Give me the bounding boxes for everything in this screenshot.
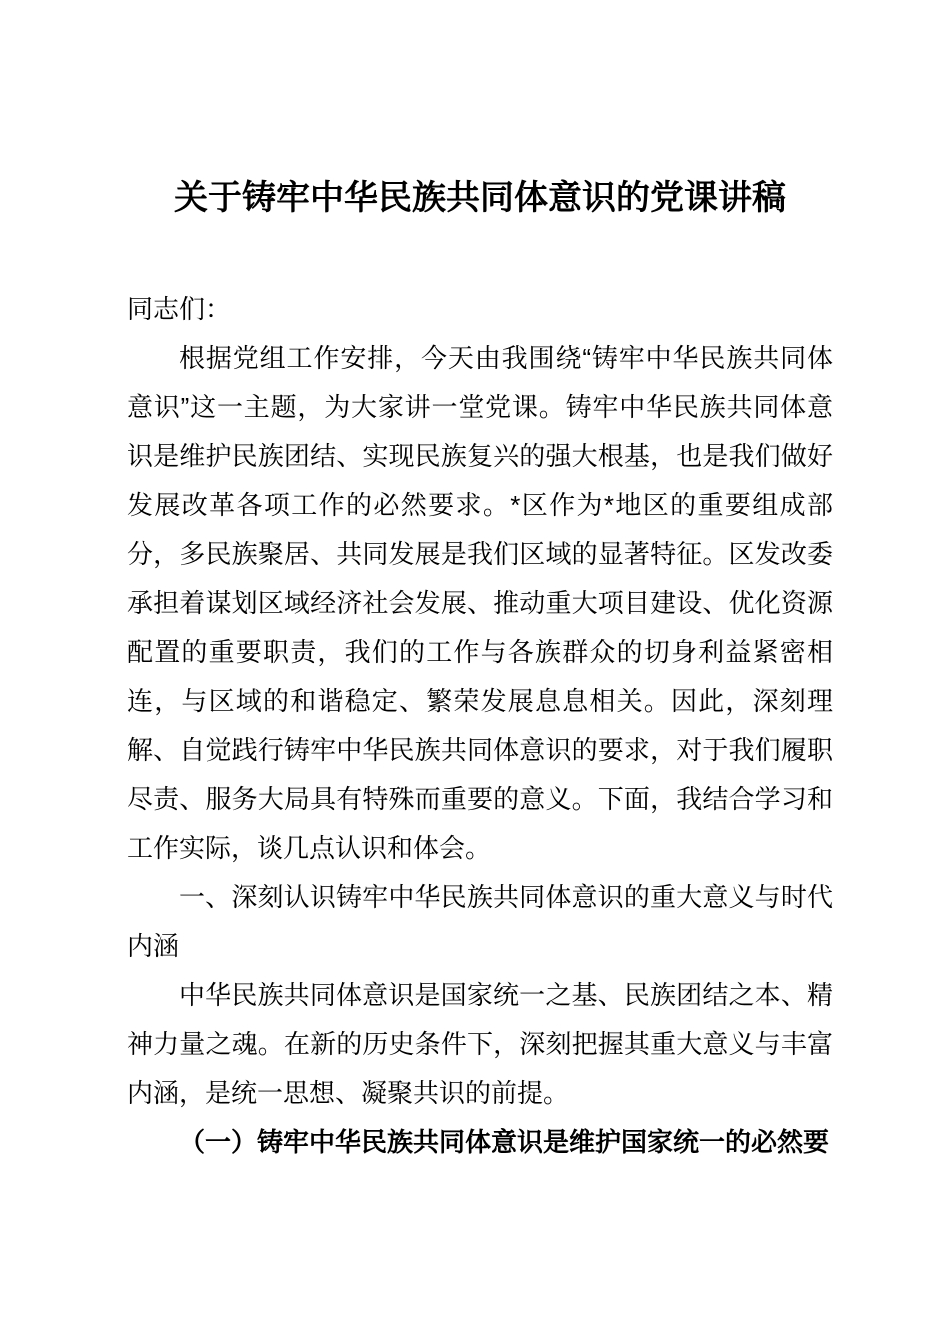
document-title: 关于铸牢中华民族共同体意识的党课讲稿 (174, 179, 786, 217)
intro-paragraph: 根据党组工作安排，今天由我围绕“铸牢中华民族共同体意识”这一主题，为大家讲一堂党课。铸牢中华民族共同体意识是维护民族团结、实现民族复兴的强大根基，也是我们做好发展改革各项工作的必然要求。*区作为*地区的重要组成部分，多民族聚居、共同发展是我们区域的显著特征。区发改委承担着谋划区域经济社会发展、推动重大项目建设、优化资源配置的重要职责，我们的工作与各族群众的切身利益紧密相连，与区域的和谐稳定、繁荣发展息息相关。因此，深刻理解、自觉践行铸牢中华民族共同体意识的要求，对于我们履职尽责、服务大局具有特殊而重要的意义。下面，我结合学习和工作实际，谈几点认识和体会。 (127, 343, 833, 863)
salutation: 同志们： (127, 294, 232, 324)
section-1-heading: 一、深刻认识铸牢中华民族共同体意识的重大意义与时代内涵 (127, 882, 833, 961)
section-1-lead-paragraph: 中华民族共同体意识是国家统一之基、民族团结之本、精神力量之魂。在新的历史条件下，深刻把握其重大意义与丰富内涵，是统一思想、凝聚共识的前提。 (127, 980, 833, 1108)
subsection-1-1-heading: （一）铸牢中华民族共同体意识是维护国家统一的必然要 (179, 1127, 830, 1157)
